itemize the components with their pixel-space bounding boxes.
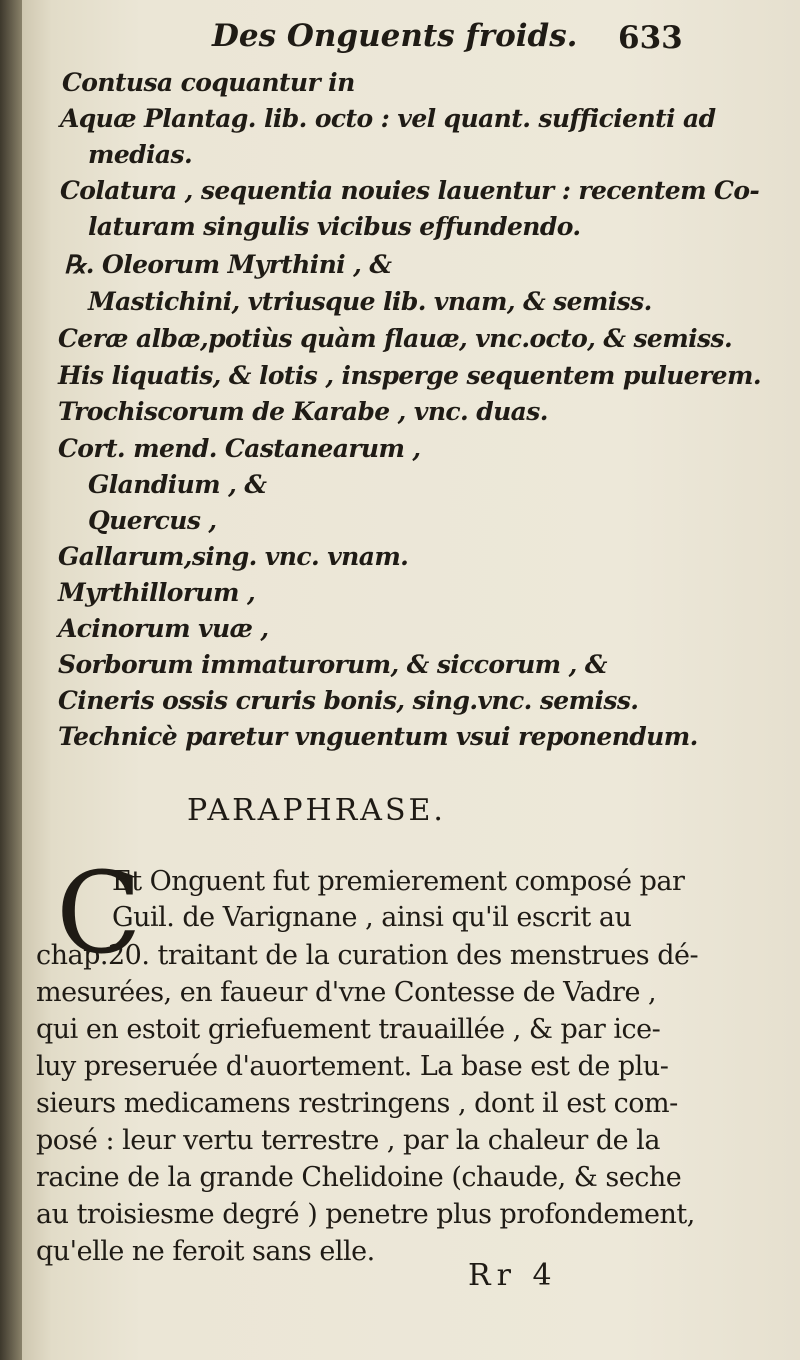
book-gutter [0,0,22,1360]
paragraph-line: mesurées, en faueur d'vne Contesse de Vadre , [36,977,657,1008]
paragraph-line: chap.20. traitant de la curation des menstrues dé- [36,940,699,971]
running-header-title: Des Onguents froids. [212,18,578,54]
recipe-line: Glandium , & [88,470,267,499]
signature-mark: Rr 4 [468,1258,558,1293]
recipe-line: Myrthillorum , [58,578,256,607]
recipe-line: Gallarum,sing. vnc. vnam. [58,542,409,571]
book-page [22,0,800,1360]
paragraph-line: luy preseruée d'auortement. La base est de plu- [36,1051,669,1082]
drop-cap: C [56,849,142,979]
section-heading: PARAPHRASE. [187,793,446,828]
recipe-line: Aquæ Plantag. lib. octo : vel quant. sufficienti ad [60,104,716,133]
recipe-line: Cort. mend. Castanearum , [58,434,421,463]
recipe-line: laturam singulis vicibus effundendo. [88,212,581,241]
recipe-line: His liquatis, & lotis , insperge sequentem puluerem. [58,361,761,390]
recipe-line: Trochiscorum de Karabe , vnc. duas. [58,397,548,426]
recipe-line: Acinorum vuæ , [58,614,269,643]
paragraph-line: au troisiesme degré ) penetre plus profondement, [36,1199,695,1230]
paragraph-line: Et Onguent fut premierement composé par [112,866,685,897]
recipe-line: ℞. Oleorum Myrthini , & [64,250,392,279]
paragraph-line: posé : leur vertu terrestre , par la chaleur de la [36,1125,660,1156]
recipe-line: Quercus , [88,506,217,535]
recipe-line: medias. [88,140,193,169]
recipe-line: Technicè paretur vnguentum vsui reponendum. [58,722,698,751]
paragraph-line: racine de la grande Chelidoine (chaude, & seche [36,1162,682,1193]
paragraph-line: sieurs medicamens restringens , dont il est com- [36,1088,678,1119]
paragraph-line: Guil. de Varignane , ainsi qu'il escrit au [112,902,632,933]
recipe-line: Colatura , sequentia nouies lauentur : recentem Co- [60,176,760,205]
recipe-line: Cineris ossis cruris bonis, sing.vnc. semiss. [58,686,639,715]
page-number: 633 [618,20,683,56]
recipe-line: Contusa coquantur in [62,68,355,97]
recipe-line: Sorborum immaturorum, & siccorum , & [58,650,607,679]
recipe-line: Ceræ albæ,potiùs quàm flauæ, vnc.octo, & semiss. [58,324,733,353]
paragraph-line: qui en estoit griefuement trauaillée , & par ice- [36,1014,661,1045]
recipe-line: Mastichini, vtriusque lib. vnam, & semiss. [88,287,652,316]
paragraph-line: qu'elle ne feroit sans elle. [36,1236,375,1267]
